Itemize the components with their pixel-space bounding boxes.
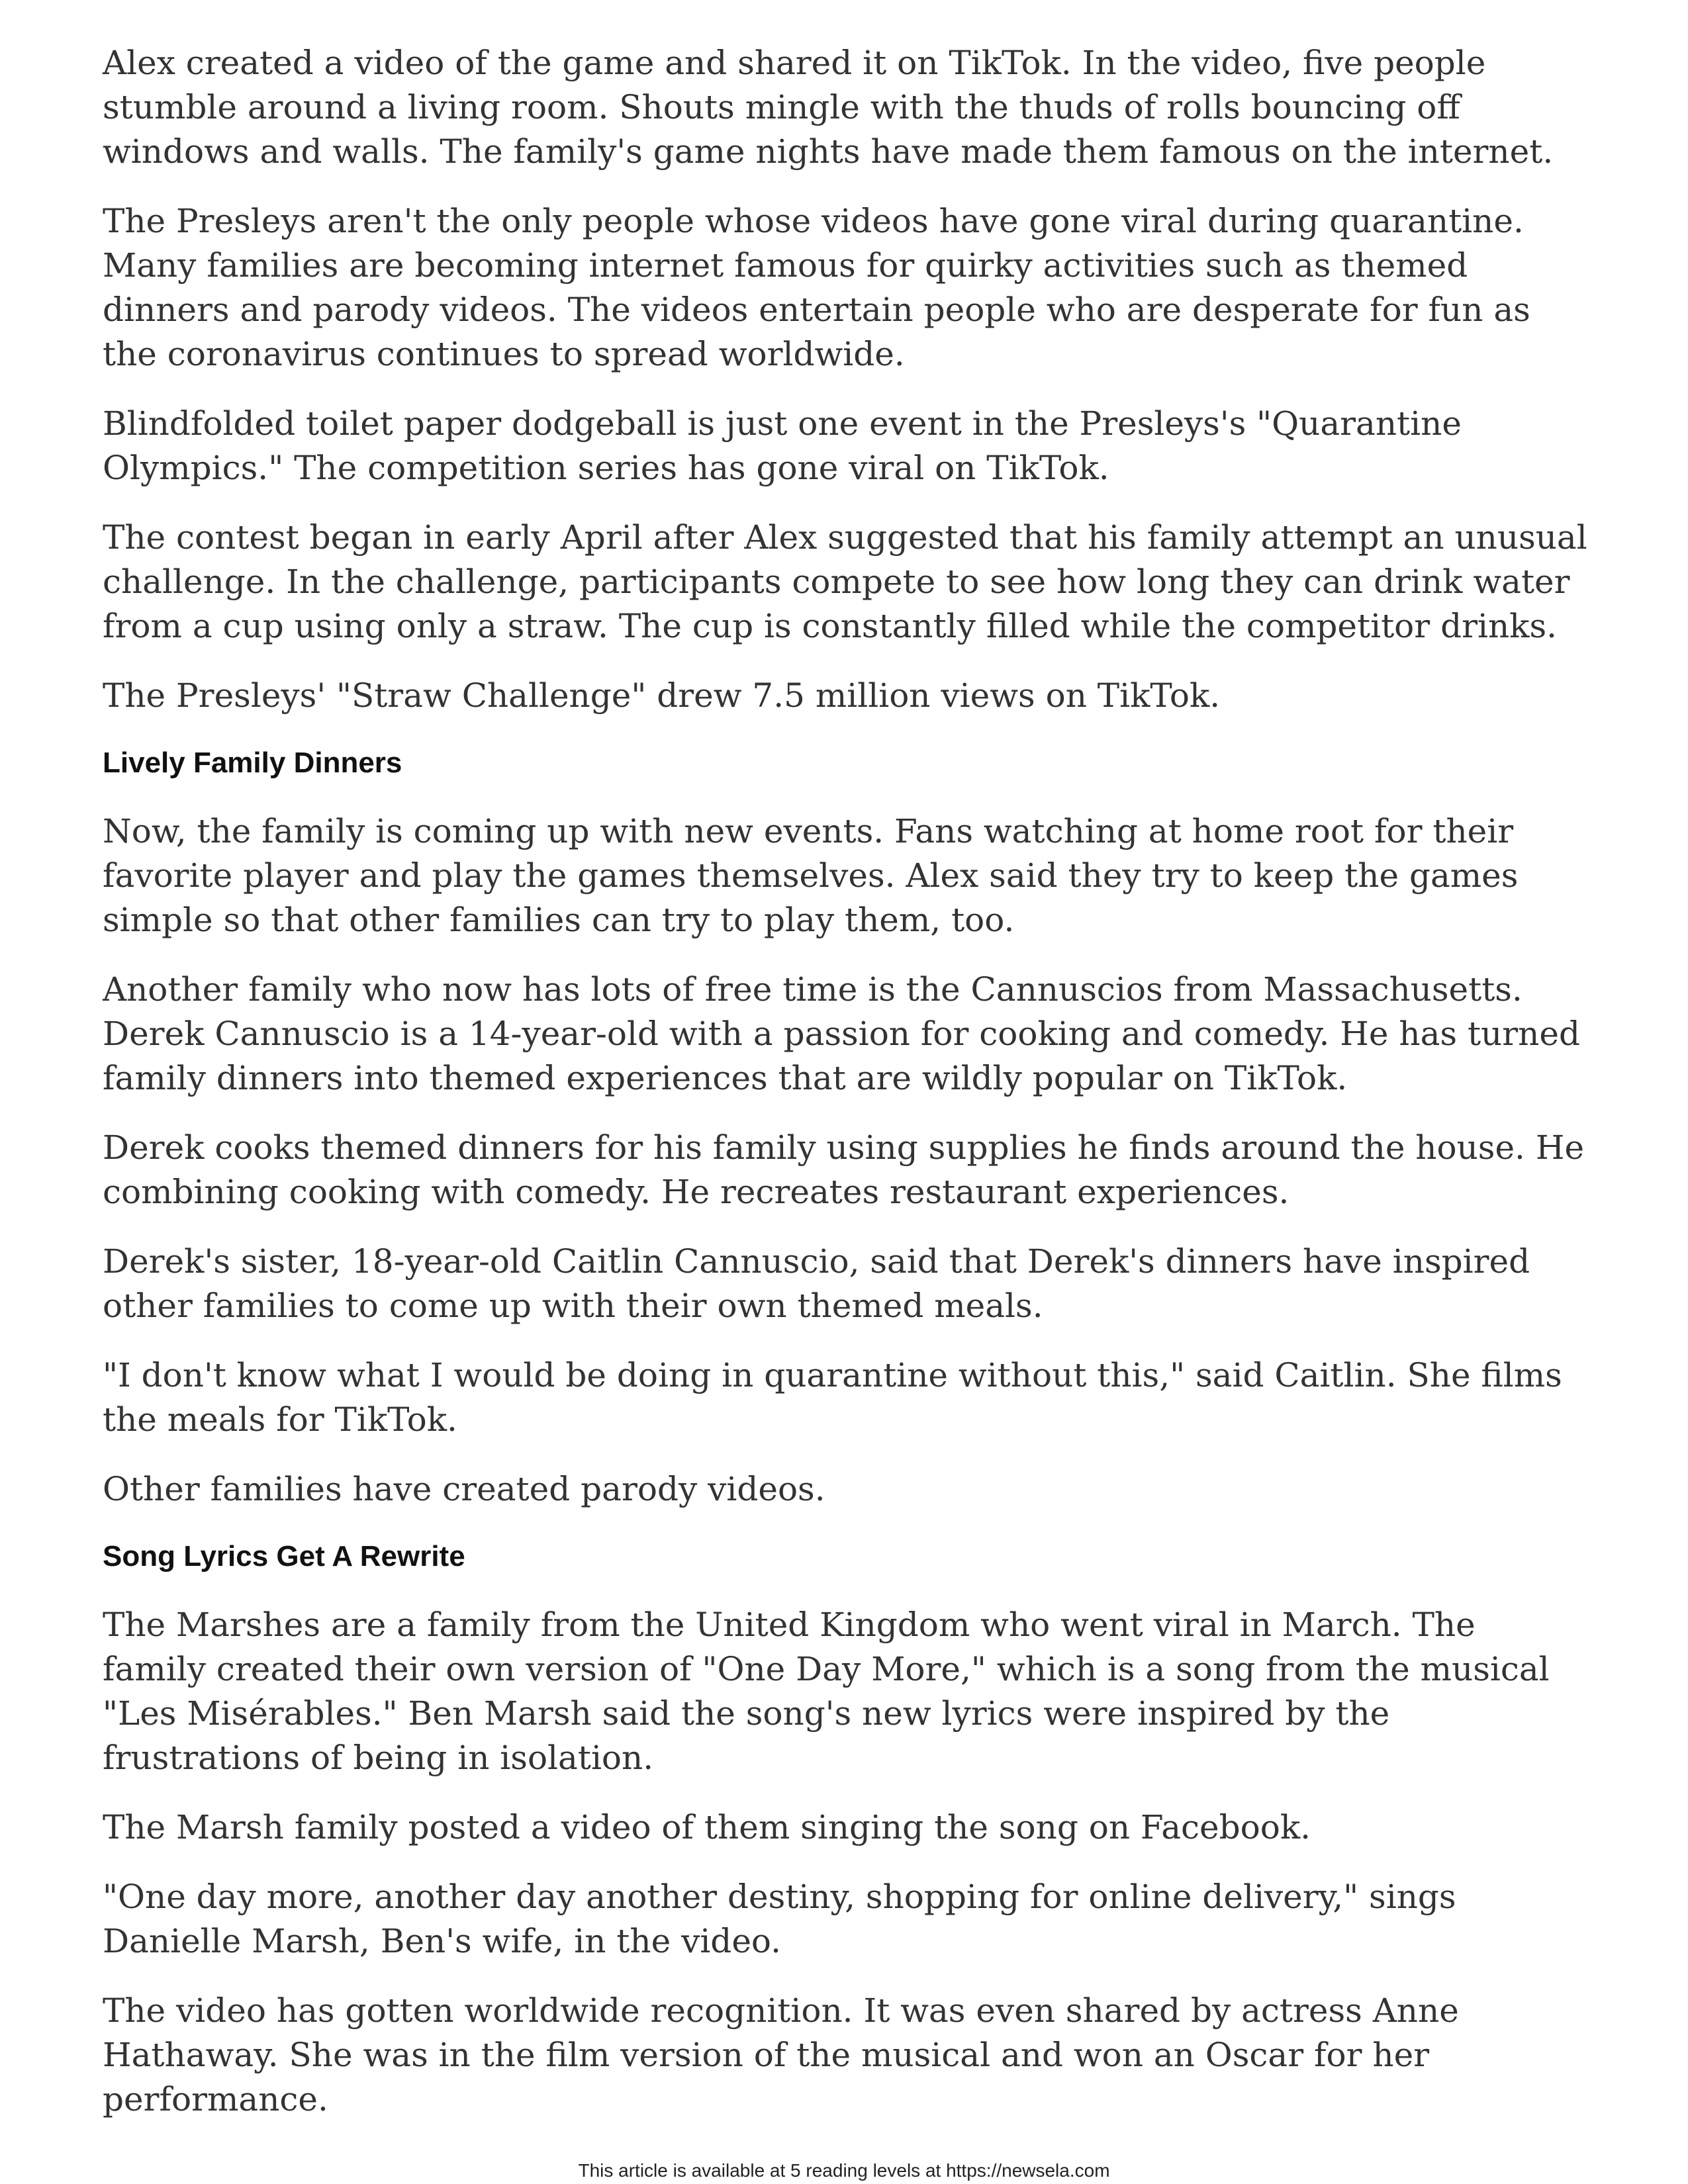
paragraph-2: The Presleys aren't the only people whose videos have gone viral during quarantine. Many families are becoming internet famous for quirky activities such as themed dinners and parody videos. The videos entertain people who are desperate for fun as the coronavirus continues to spread worldwide. [103, 202, 1530, 373]
paragraph-9: Derek's sister, 18-year-old Caitlin Cannuscio, said that Derek's dinners have inspired other families to come up with their own themed meals. [103, 1242, 1530, 1325]
paragraph-5: The Presleys' "Straw Challenge" drew 7.5 million views on TikTok. [103, 676, 1221, 715]
paragraph-14: "One day more, another day another destiny, shopping for online delivery," sings Danielle Marsh, Ben's wife, in the video. [103, 1878, 1456, 1960]
section-heading-lively-family-dinners: Lively Family Dinners [103, 747, 402, 779]
paragraph-12: The Marshes are a family from the United Kingdom who went viral in March. The family created their own version of "One Day More," which is a song from the musical "Les Misérables." Ben Marsh said the song's new lyrics were inspired by the frustrations of being in isolation. [103, 1606, 1550, 1777]
paragraph-7: Another family who now has lots of free time is the Cannuscios from Massachusetts. Derek Cannuscio is a 14-year-old with a passion for cooking and comedy. He has turned family dinners into themed experiences that are wildly popular on TikTok. [103, 970, 1580, 1097]
paragraph-1: Alex created a video of the game and shared it on TikTok. In the video, five people stumble around a living room. Shouts mingle with the thuds of rolls bouncing off windows and walls. The family's game nights have made them famous on the internet. [103, 44, 1554, 171]
paragraph-15: The video has gotten worldwide recognition. It was even shared by actress Anne Hathaway. She was in the film version of the musical and won an Oscar for her performance. [103, 1991, 1459, 2118]
paragraph-8: Derek cooks themed dinners for his family using supplies he finds around the house. He combining cooking with comedy. He recreates restaurant experiences. [103, 1128, 1585, 1211]
article-body [103, 41, 1589, 2147]
paragraph-4: The contest began in early April after Alex suggested that his family attempt an unusual challenge. In the challenge, participants compete to see how long they can drink water from a cup using only a straw. The cup is constantly filled while the competitor drinks. [103, 518, 1587, 645]
page-footer: This article is available at 5 reading levels at https://newsela.com [578, 2160, 1110, 2181]
paragraph-10: "I don't know what I would be doing in quarantine without this," said Caitlin. She films the meals for TikTok. [103, 1356, 1562, 1439]
section-heading-song-lyrics: Song Lyrics Get A Rewrite [103, 1540, 465, 1572]
paragraph-3: Blindfolded toilet paper dodgeball is just one event in the Presleys's "Quarantine Olympics." The competition series has gone viral on TikTok. [103, 404, 1462, 487]
paragraph-13: The Marsh family posted a video of them singing the song on Facebook. [103, 1808, 1311, 1846]
paragraph-11: Other families have created parody videos. [103, 1470, 825, 1508]
paragraph-6: Now, the family is coming up with new events. Fans watching at home root for their favorite player and play the games themselves. Alex said they try to keep the games simple so that other families can try to play them, too. [103, 812, 1519, 939]
